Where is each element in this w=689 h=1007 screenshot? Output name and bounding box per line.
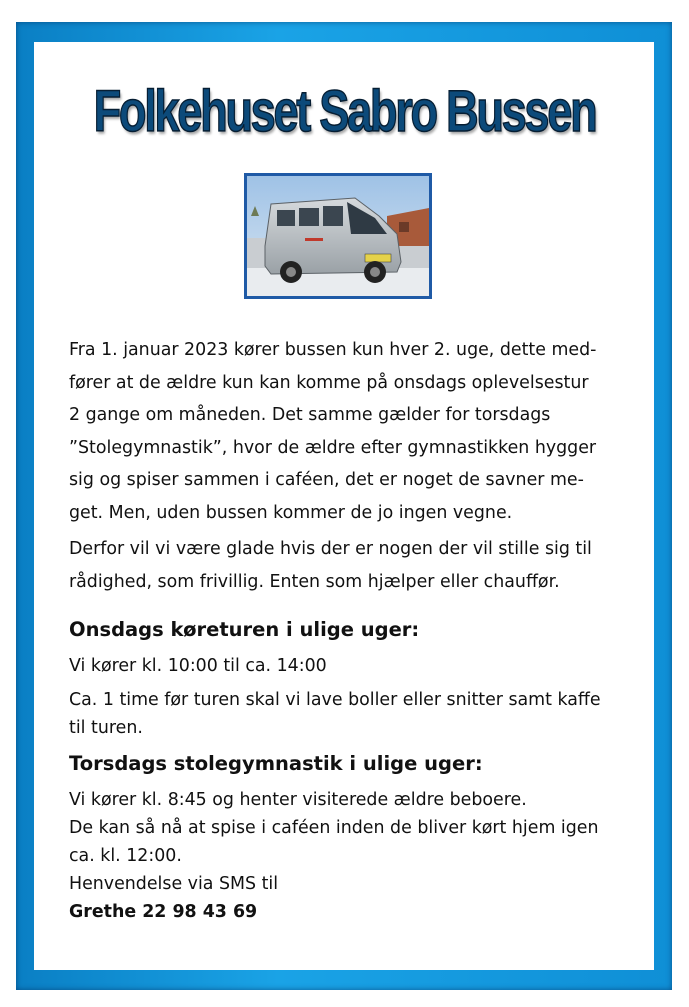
paragraph-1	[69, 334, 629, 529]
onsdag-time: Vi kører kl. 10:00 til ca. 14:00	[69, 656, 327, 676]
p2-line: rådighed, som frivillig. Enten som hjælper eller chauffør.	[69, 571, 560, 592]
onsdag-prep-1: Ca. 1 time før turen skal vi lave boller eller snitter samt kaffe	[69, 690, 601, 710]
p1-line: Fra 1. januar 2023 kører bussen kun hver 2. uge, dette med-	[69, 340, 597, 360]
minibus-image	[247, 176, 429, 296]
intro-text	[69, 334, 629, 598]
contact-name: Grethe 22 98 43 69	[69, 902, 258, 922]
p1-line: fører at de ældre kun kan komme på onsdags oplevelsestur	[69, 372, 589, 393]
paragraph-2	[69, 533, 629, 598]
p1-line: get. Men, uden bussen kommer de jo ingen vegne.	[69, 502, 513, 523]
torsdag-line-2: De kan så nå at spise i caféen inden de bliver kørt hjem igen	[69, 818, 599, 838]
p1-line: 2 gange om måneden. Det samme gælder for torsdags	[69, 405, 551, 425]
heading-onsdag: Onsdags køreturen i ulige uger:	[69, 618, 420, 641]
contact-label: Henvendelse via SMS til	[69, 874, 279, 894]
p1-line: ”Stolegymnastik”, hvor de ældre efter gymnastikken hygger	[69, 437, 597, 458]
torsdag-line-3: ca. kl. 12:00.	[69, 846, 182, 866]
bus-photo	[244, 173, 432, 299]
page-title: Folkehuset Sabro Bussen	[93, 79, 596, 144]
torsdag-line-1: Vi kører kl. 8:45 og henter visiterede ældre beboere.	[69, 790, 527, 810]
p2-line: Derfor vil vi være glade hvis der er nogen der vil stille sig til	[69, 539, 592, 559]
onsdag-prep-2: til turen.	[69, 718, 143, 738]
p1-line: sig og spiser sammen i caféen, det er noget de savner me-	[69, 470, 584, 490]
heading-torsdag: Torsdags stolegymnastik i ulige uger:	[69, 752, 483, 775]
